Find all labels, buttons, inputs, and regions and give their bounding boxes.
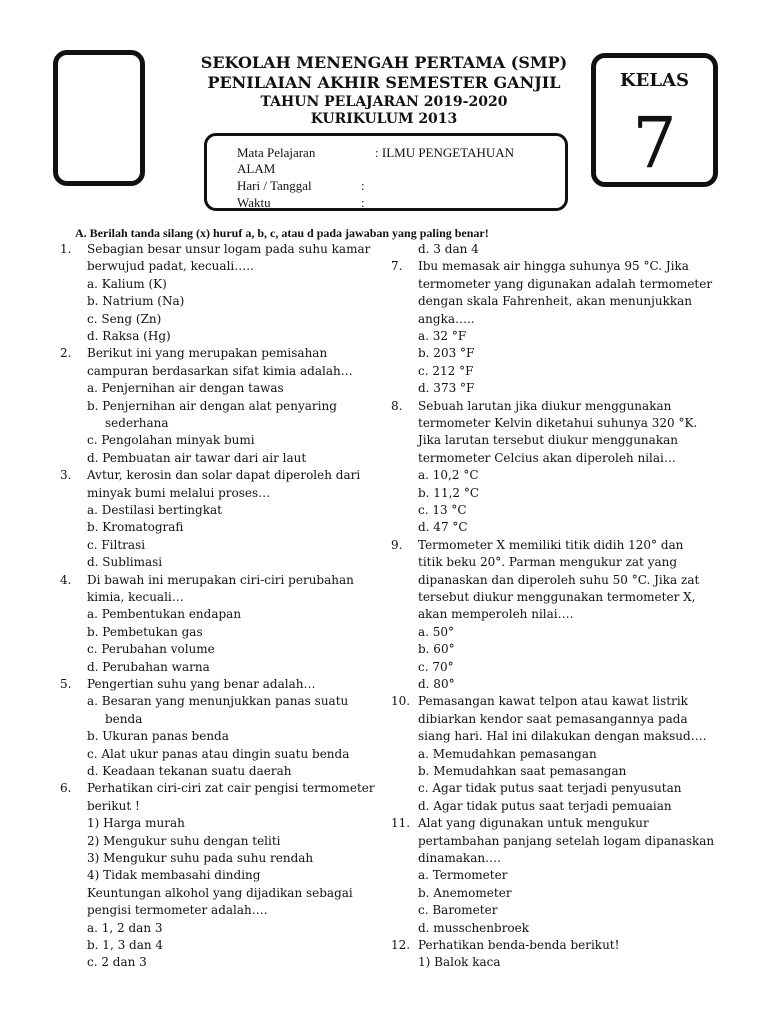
question-line: c. Seng (Zn) xyxy=(87,311,162,326)
question-line: c. 212 °F xyxy=(418,363,474,378)
question-line: berwujud padat, kecuali….. xyxy=(87,259,254,274)
curriculum: KURIKULUM 2013 xyxy=(310,111,458,127)
question-line: b. Pembetukan gas xyxy=(87,624,203,639)
subject-value-cont: ALAM xyxy=(237,161,276,176)
time-label: Waktu xyxy=(237,195,271,210)
section-instruction: A. Berilah tanda silang (x) huruf a, b, c, atau d pada jawaban yang paling benar! xyxy=(75,226,489,240)
school-title: SEKOLAH MENENGAH PERTAMA (SMP) xyxy=(200,53,568,72)
question-text: Berikut ini yang merupakan pemisahan xyxy=(87,346,328,361)
question-text: Pemasangan kawat telpon atau kawat listrik xyxy=(418,694,688,709)
class-box xyxy=(591,53,718,187)
question-line: c. Barometer xyxy=(418,903,498,918)
question-line: dibiarkan kendor saat pemasangannya pada xyxy=(418,711,688,726)
question-line: c. Pengolahan minyak bumi xyxy=(87,433,255,448)
question-text: Alat yang digunakan untuk mengukur xyxy=(418,816,649,831)
question-number: 7. xyxy=(391,259,403,274)
question-line: a. Penjernihan air dengan tawas xyxy=(87,381,284,396)
question-line: campuran berdasarkan sifat kimia adalah… xyxy=(87,363,353,378)
question-line: titik beku 20°. Parman mengukur zat yang xyxy=(418,555,678,570)
question-number: 4. xyxy=(60,572,72,587)
question-number: 10. xyxy=(391,694,411,709)
question-line: b. 1, 3 dan 4 xyxy=(87,938,164,952)
question-line: 2) Mengukur suhu dengan teliti xyxy=(87,833,281,848)
question-line: a. 10,2 °C xyxy=(418,468,479,483)
question-line: d. Pembuatan air tawar dari air laut xyxy=(87,450,307,465)
question-line: a. 50° xyxy=(418,624,455,639)
day-date-label: Hari / Tanggal xyxy=(237,178,312,193)
question-line: termometer yang digunakan adalah termometer xyxy=(418,276,713,291)
question-line: dipanaskan dan diperoleh suhu 50 °C. Jika zat xyxy=(418,572,700,587)
question-line: b. Kromatografi xyxy=(87,520,184,535)
question-line: b. Natrium (Na) xyxy=(87,294,185,309)
question-text: Pengertian suhu yang benar adalah… xyxy=(87,677,316,691)
question-line: a. Kalium (K) xyxy=(87,276,167,291)
question-line: dengan skala Fahrenheit, akan menunjukkan xyxy=(418,294,693,309)
question-line: b. 203 °F xyxy=(418,346,475,361)
question-line: Keuntungan alkohol yang dijadikan sebagai xyxy=(87,885,353,900)
question-text: Sebagian besar unsur logam pada suhu kamar xyxy=(87,242,371,256)
exam-title: PENILAIAN AKHIR SEMESTER GANJIL xyxy=(207,73,561,92)
question-line: 1) Balok kaca xyxy=(418,955,501,970)
question-line: d. Sublimasi xyxy=(87,555,163,570)
question-line: d. 3 dan 4 xyxy=(418,242,479,256)
question-line: siang hari. Hal ini dilakukan dengan maksud…. xyxy=(418,729,707,744)
question-line: c. Agar tidak putus saat terjadi penyusutan xyxy=(418,781,682,796)
question-line: d. Keadaan tekanan suatu daerah xyxy=(87,764,292,778)
question-line: a. Pembentukan endapan xyxy=(87,607,242,622)
question-line: 1) Harga murah xyxy=(87,816,185,831)
question-number: 3. xyxy=(60,468,72,483)
question-text: Avtur, kerosin dan solar dapat diperoleh dari xyxy=(87,468,361,483)
question-line: benda xyxy=(105,711,143,726)
question-line: termometer Kelvin diketahui suhunya 320 °K. xyxy=(418,416,698,430)
question-line: d. 80° xyxy=(418,677,455,691)
question-line: pengisi termometer adalah…. xyxy=(87,903,268,918)
question-line: minyak bumi melalui proses… xyxy=(87,485,271,500)
question-line: a. 1, 2 dan 3 xyxy=(87,920,163,935)
question-line: akan memperoleh nilai…. xyxy=(418,607,574,622)
question-text: Sebuah larutan jika diukur menggunakan xyxy=(418,398,672,413)
question-line: b. Memudahkan saat pemasangan xyxy=(418,764,627,778)
question-line: d. Agar tidak putus saat terjadi pemuaian xyxy=(418,798,672,813)
question-line: b. Penjernihan air dengan alat penyaring xyxy=(87,398,337,413)
question-line: c. Filtrasi xyxy=(87,537,146,552)
question-line: d. Perubahan warna xyxy=(87,659,210,674)
question-number: 9. xyxy=(391,537,403,552)
question-line: termometer Celcius akan diperoleh nilai… xyxy=(418,450,676,465)
question-text: Termometer X memiliki titik didih 120° dan xyxy=(418,537,684,552)
question-line: c. Perubahan volume xyxy=(87,642,215,657)
question-number: 5. xyxy=(60,677,72,691)
question-line: d. 373 °F xyxy=(418,381,475,396)
question-line: a. Termometer xyxy=(418,868,508,883)
school-year: TAHUN PELAJARAN 2019-2020 xyxy=(260,94,508,110)
day-date-value: : xyxy=(361,178,365,193)
question-number: 2. xyxy=(60,346,72,361)
question-line: a. Destilasi bertingkat xyxy=(87,503,222,517)
question-line: a. Besaran yang menunjukkan panas suatu xyxy=(87,694,349,709)
subject-value: : ILMU PENGETAHUAN xyxy=(375,145,515,160)
question-line: a. Memudahkan pemasangan xyxy=(418,746,597,761)
question-line: Jika larutan tersebut diukur menggunakan xyxy=(418,433,678,448)
question-number: 12. xyxy=(391,938,411,952)
question-line: b. 11,2 °C xyxy=(418,485,480,500)
time-value: : xyxy=(361,195,365,210)
question-line: b. 60° xyxy=(418,642,455,657)
question-text: Perhatikan benda-benda berikut! xyxy=(418,938,620,952)
question-line: c. Alat ukur panas atau dingin suatu benda xyxy=(87,746,350,761)
question-line: 3) Mengukur suhu pada suhu rendah xyxy=(87,851,314,865)
question-number: 11. xyxy=(391,816,411,831)
question-line: a. 32 °F xyxy=(418,329,467,343)
question-line: tersebut diukur menggunakan termometer X, xyxy=(418,590,696,604)
question-line: kimia, kecuali… xyxy=(87,590,184,604)
class-label: KELAS xyxy=(620,70,689,91)
question-number: 8. xyxy=(391,398,403,413)
class-number: 7 xyxy=(632,102,677,184)
question-line: berikut ! xyxy=(87,798,140,813)
photo-box xyxy=(53,50,145,186)
question-number: 6. xyxy=(60,781,72,796)
question-line: c. 13 °C xyxy=(418,503,467,517)
question-line: angka….. xyxy=(418,311,475,326)
question-line: d. 47 °C xyxy=(418,520,468,535)
question-line: d. musschenbroek xyxy=(418,920,530,935)
question-line: sederhana xyxy=(105,416,169,430)
question-text: Ibu memasak air hingga suhunya 95 °C. Jika xyxy=(418,259,689,274)
question-line: 4) Tidak membasahi dinding xyxy=(87,868,261,883)
question-text: Di bawah ini merupakan ciri-ciri perubahan xyxy=(87,572,354,587)
question-line: pertambahan panjang setelah logam dipanaskan xyxy=(418,833,715,848)
question-line: dinamakan…. xyxy=(418,851,501,865)
question-line: c. 2 dan 3 xyxy=(87,955,147,970)
question-line: b. Anemometer xyxy=(418,885,512,900)
subject-label: Mata Pelajaran xyxy=(237,145,316,160)
question-line: b. Ukuran panas benda xyxy=(87,729,229,744)
question-line: c. 70° xyxy=(418,659,454,674)
question-line: d. Raksa (Hg) xyxy=(87,329,171,343)
question-number: 1. xyxy=(60,242,72,256)
question-text: Perhatikan ciri-ciri zat cair pengisi termometer xyxy=(87,781,375,796)
exam-info-box xyxy=(204,133,568,211)
